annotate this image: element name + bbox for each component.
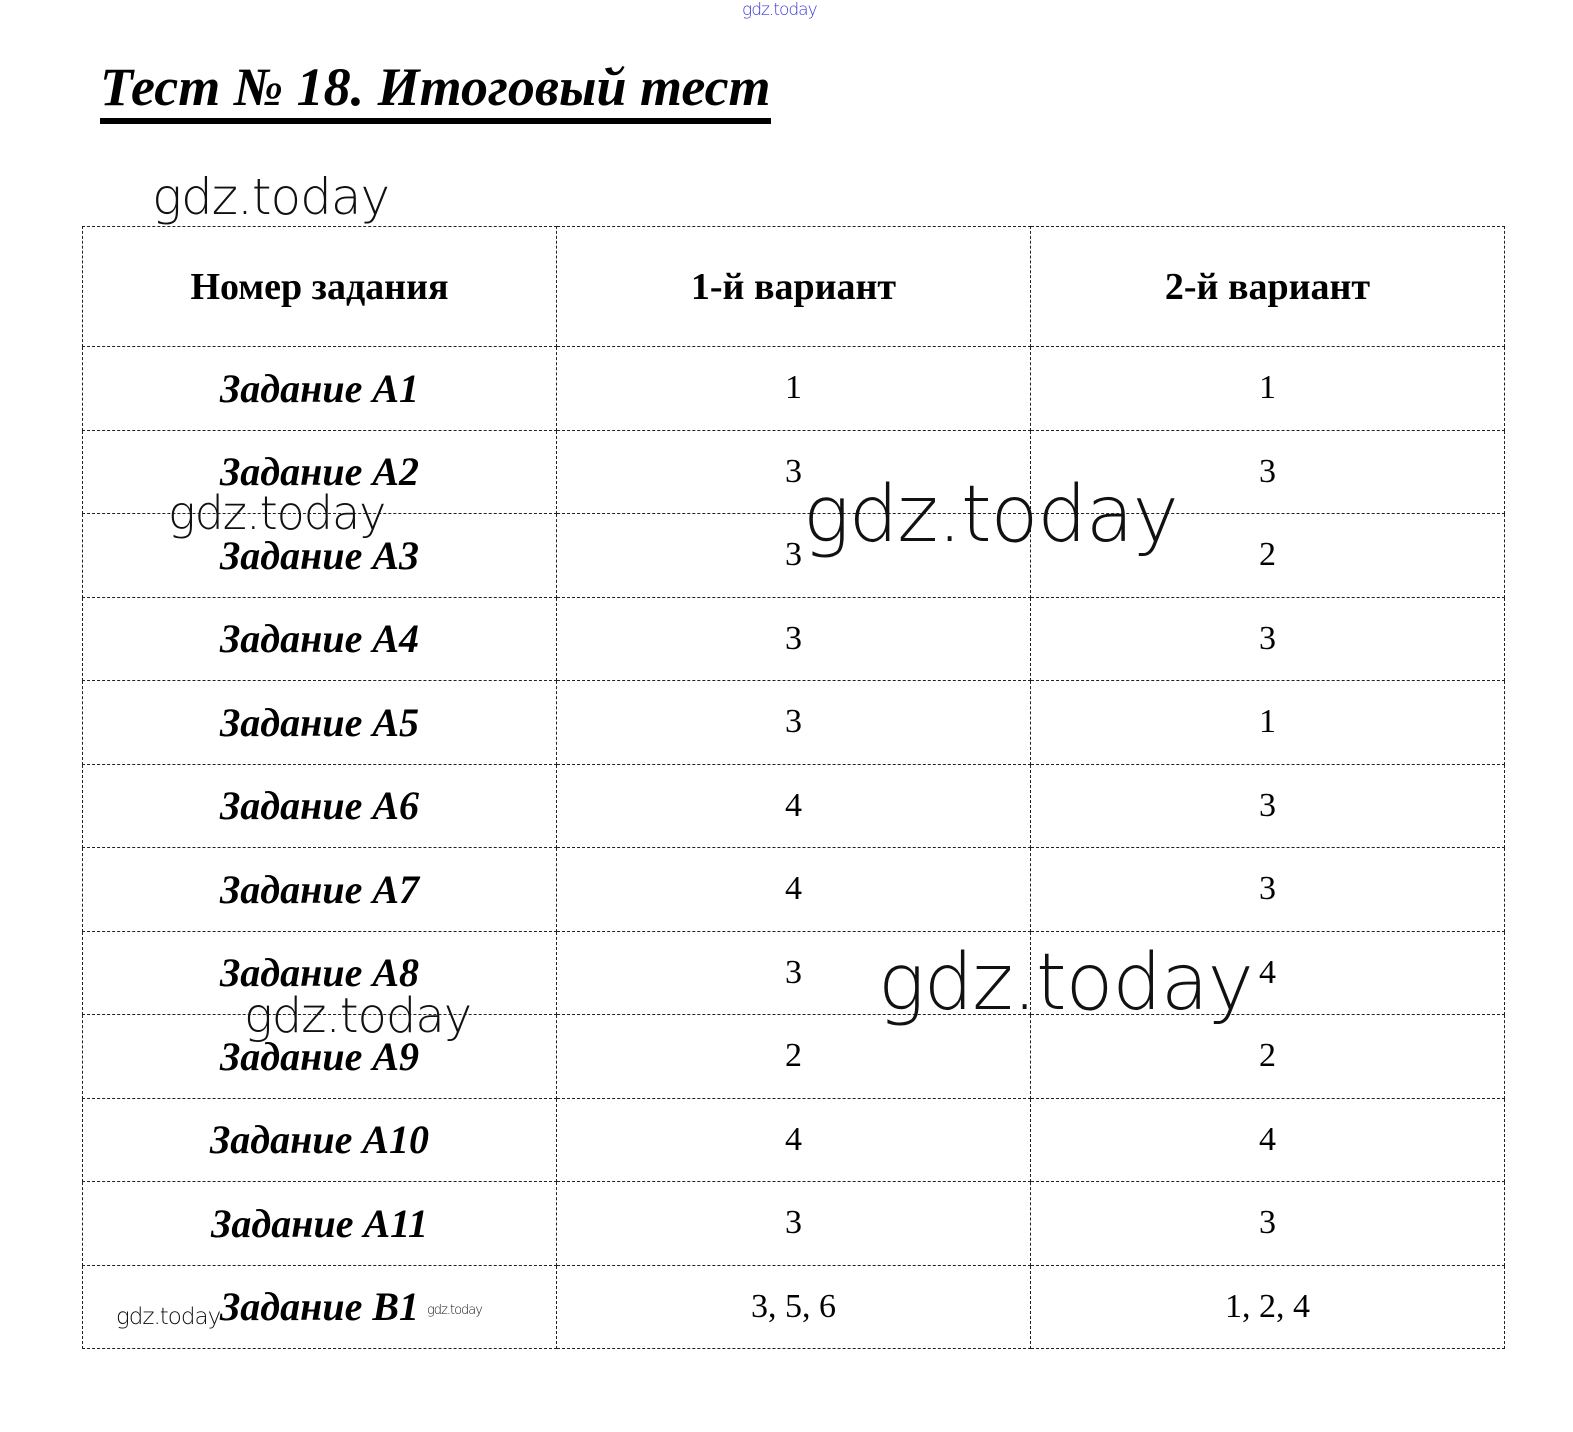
task-cell: Задание А6 [83,764,557,848]
variant-2-answer: 3 [1031,764,1505,848]
task-cell: Задание А10 [83,1098,557,1182]
answers-table [82,226,1505,1349]
task-cell: Задание А3 [83,514,557,598]
table-row [83,764,1505,848]
variant-1-answer: 3 [557,430,1031,514]
variant-1-answer: 3 [557,931,1031,1015]
watermark: gdz.today [878,938,1253,1028]
variant-2-answer: 3 [1031,848,1505,932]
watermark: gdz.today [168,486,386,540]
task-cell: Задание А2 [83,430,557,514]
variant-1-answer: 3 [557,514,1031,598]
variant-2-answer: 1 [1031,681,1505,765]
task-cell: Задание А8 [83,931,557,1015]
table-row [83,347,1505,431]
task-cell: Задание В1 [83,1265,557,1349]
variant-2-answer: 4 [1031,931,1505,1015]
task-cell: Задание А1 [83,347,557,431]
variant-2-answer: 1 [1031,347,1505,431]
variant-2-answer: 3 [1031,430,1505,514]
variant-1-answer: 3, 5, 6 [557,1265,1031,1349]
variant-1-answer: 4 [557,764,1031,848]
variant-2-answer: 1, 2, 4 [1031,1265,1505,1349]
table-header-row [83,227,1505,347]
table-row [83,597,1505,681]
variant-1-answer: 4 [557,848,1031,932]
task-cell: Задание А5 [83,681,557,765]
watermark: gdz.today [244,988,472,1044]
variant-2-answer: 4 [1031,1098,1505,1182]
watermark: gdz.today [427,1303,482,1318]
variant-2-answer: 3 [1031,1182,1505,1266]
variant-1-answer: 3 [557,681,1031,765]
variant-2-answer: 2 [1031,514,1505,598]
variant-1-answer: 1 [557,347,1031,431]
header-task-number: Номер задания [83,227,557,347]
variant-1-answer: 4 [557,1098,1031,1182]
header-variant-2: 2-й вариант [1031,227,1505,347]
task-cell: Задание А9 [83,1015,557,1099]
variant-1-answer: 3 [557,597,1031,681]
watermark: gdz.today [152,168,390,226]
table-row [83,1098,1505,1182]
variant-1-answer: 3 [557,1182,1031,1266]
variant-1-answer: 2 [557,1015,1031,1099]
table-row [83,681,1505,765]
watermark: gdz.today [116,1304,221,1330]
variant-2-answer: 3 [1031,597,1505,681]
header-variant-1: 1-й вариант [557,227,1031,347]
variant-2-answer: 2 [1031,1015,1505,1099]
table-row [83,1265,1505,1349]
page-title: Тест № 18. Итоговый тест [100,56,771,124]
table-row [83,848,1505,932]
task-cell: Задание А4 [83,597,557,681]
task-cell: Задание А7 [83,848,557,932]
watermark: gdz.today [803,470,1178,560]
task-cell: Задание А11 [83,1182,557,1266]
table-row [83,1182,1505,1266]
watermark: gdz.today [742,0,817,20]
